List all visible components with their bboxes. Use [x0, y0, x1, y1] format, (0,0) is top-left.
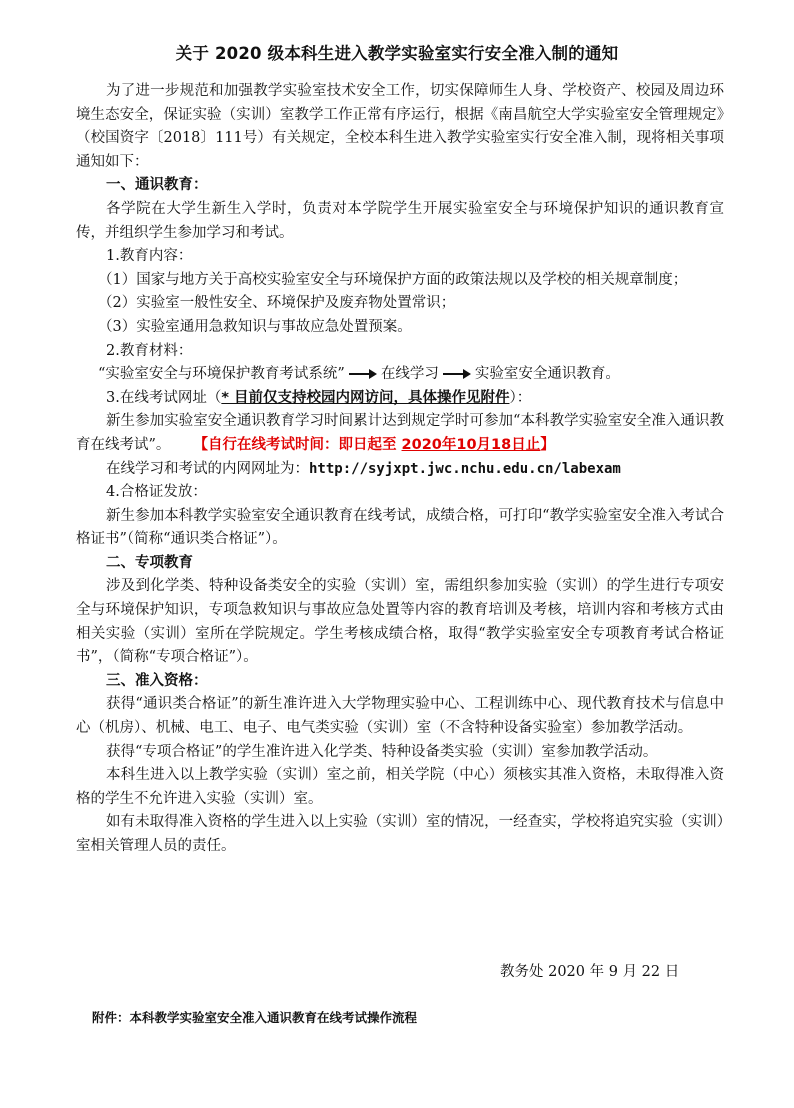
exam-access-note: * 目前仅支持校园内网访问，具体操作见附件 [221, 389, 510, 406]
url-label: 在线学习和考试的内网网址为： [106, 460, 309, 477]
section3-paragraph-4: 如有未取得准入资格的学生进入以上实验（实训）室的情况，一经查实，学校将追究实验（实训）室相关管理人员的责任。 [76, 814, 724, 854]
right-arrow-icon [349, 369, 377, 379]
content-heading: 1.教育内容： [106, 248, 193, 265]
exam-time-label: 【自行在线考试时间：即日起至 [193, 436, 402, 453]
intro-paragraph: 为了进一步规范和加强教学实验室技术安全工作，切实保障师生人身、学校资产、校园及周边环境生态安全，保证实验（实训）室教学工作正常有序运行，根据《南昌航空大学实验室安全管理规定》（校国资字〔2018〕111号）有关规定，全校本科生进入教学实验室实行安全准入制，现将相关事项通知如下： [76, 83, 724, 170]
materials-line [76, 363, 724, 387]
section1-heading: 一、通识教育： [106, 177, 208, 194]
materials-heading: 2.教育材料： [106, 342, 193, 359]
cert-paragraph: 新生参加本科教学实验室安全通识教育在线考试，成绩合格，可打印“教学实验室安全准入考试合格证书”（简称“通识类合格证”）。 [76, 507, 724, 548]
content-item-3: （3）实验室通用急救知识与事故应急处置预案。 [98, 318, 412, 335]
exam-heading-pre: 3.在线考试网址（ [106, 389, 222, 406]
content-item-2: （2）实验室一般性安全、环境保护及废弃物处置常识； [98, 295, 456, 312]
exam-deadline: 2020年10月18日止 [401, 436, 541, 453]
section3-paragraph-1: 获得“通识类合格证”的新生准许进入大学物理实验中心、工程训练中心、现代教育技术与信息中心（机房）、机械、电工、电子、电气类实验（实训）室（不含特种设备实验室）参加教学活动。 [76, 696, 724, 737]
cert-heading: 4.合格证发放： [106, 484, 207, 501]
section3-paragraph-3: 本科生进入以上教学实验（实训）室之前，相关学院（中心）须核实其准入资格，未取得准入资格的学生不允许进入实验（实训）室。 [76, 767, 724, 807]
exam-time-end: 】 [540, 436, 555, 453]
section2-paragraph: 涉及到化学类、特种设备类安全的实验（实训）室，需组织参加实验（实训）的学生进行专项安全与环境保护知识，专项急救知识与事故应急处置等内容的教育培训及考核，培训内容和考核方式由相关实验（实训）室所在学院规定。学生考核成绩合格，取得“教学实验室安全专项教育考试合格证书”，（简称“专项合格证”）。 [76, 578, 724, 666]
exam-heading [76, 387, 724, 411]
section1-paragraph: 各学院在大学生新生入学时，负责对本学院学生开展实验室安全与环境保护知识的通识教育宣传，并组织学生参加学习和考试。 [76, 200, 724, 241]
exam-url-link[interactable]: http://syjxpt.jwc.nchu.edu.cn/labexam [309, 460, 621, 477]
materials-part-1: “实验室安全与环境保护教育考试系统” [98, 366, 345, 383]
section3-paragraph-2: 获得“专项合格证”的学生准许进入化学类、特种设备类实验（实训）室参加教学活动。 [106, 743, 658, 760]
url-line [76, 458, 724, 482]
materials-part-2: 在线学习 [380, 366, 439, 383]
right-arrow-icon [443, 369, 471, 379]
attachment-title[interactable]: 附件：本科教学实验室安全准入通识教育在线考试操作流程 [92, 1010, 418, 1025]
signature-date: 教务处 2020 年 9 月 22 日 [500, 964, 680, 980]
exam-paragraph [76, 410, 724, 457]
exam-heading-post: ）： [509, 389, 532, 406]
notice-title: 关于 2020 级本科生进入教学实验室实行安全准入制的通知 [175, 44, 619, 63]
section3-heading: 三、准入资格： [106, 672, 208, 689]
section2-heading: 二、专项教育 [106, 554, 193, 571]
exam-text: 新生参加实验室安全通识教育学习时间累计达到规定学时可参加“本科教学实验室安全准入通识教育在线考试”。 [76, 413, 724, 453]
materials-part-3: 实验室安全通识教育。 [474, 366, 620, 383]
content-item-1: （1）国家与地方关于高校实验室安全与环境保护方面的政策法规以及学校的相关规章制度； [98, 271, 688, 288]
notice-body [76, 80, 724, 859]
